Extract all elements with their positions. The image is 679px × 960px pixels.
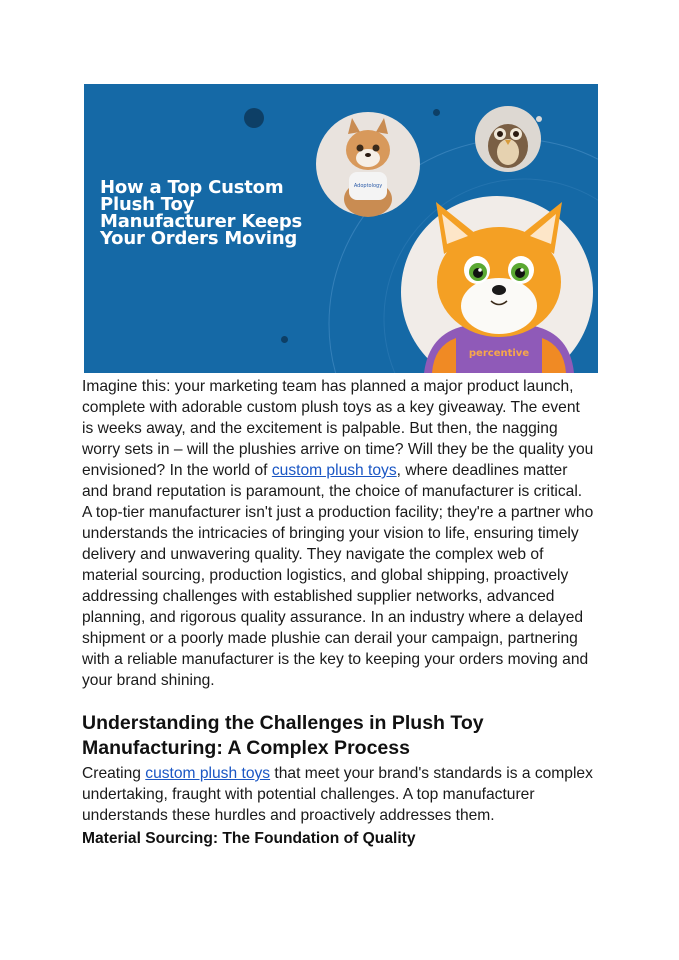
section-text-start: Creating (82, 765, 146, 782)
section-text-end: that meet your brand's standards is a complex undertaking, fraught with potential challenges. A top manufacturer understands these hurdles and proactively addresses them. (82, 765, 593, 824)
section-paragraph (82, 763, 594, 826)
svg-text:Adoptology: Adoptology (353, 183, 383, 189)
fox-plush-icon (401, 196, 593, 373)
owl-plush-icon (475, 106, 541, 172)
custom-plush-toys-link-2[interactable]: custom plush toys (145, 765, 271, 782)
subheading: Material Sourcing: The Foundation of Quality (82, 830, 416, 847)
section-heading: Understanding the Challenges in Plush Toy Manufacturing: A Complex Process (82, 712, 484, 759)
svg-text:percentive: percentive (468, 348, 530, 359)
custom-plush-toys-link[interactable]: custom plush toys (271, 462, 397, 479)
intro-paragraph (82, 376, 594, 691)
intro-text-start: Imagine this: your marketing team has planned a major product launch, complete with adorable custom plush toys as a key giveaway. The event is weeks away, and the excitement is palpable. But then, the nagging worry sets in – will the plushies arrive on time? Will they be the quality you envisioned? In the world of (82, 378, 594, 479)
dog-plush-icon (316, 112, 420, 217)
article-body (82, 376, 594, 850)
intro-text-end: , where deadlines matter and brand reputation is paramount, the choice of manufacturer is critical. A top-tier manufacturer isn't just a production facility; they're a partner who understands the intricacies of bringing your vision to life, ensuring timely delivery and unwavering quality. They navigate the complex web of material sourcing, production logistics, and global shipping, proactively addressing challenges with established supplier networks, advanced planning, and rigorous quality assurance. In an industry where a delayed shipment or a poorly made plushie can derail your campaign, partnering with a reliable manufacturer is the key to keeping your orders moving and your brand shining. (82, 462, 594, 689)
hero-title: How a Top Custom Plush Toy Manufacturer Keeps Your Orders Moving (100, 177, 303, 249)
hero-banner (84, 84, 598, 373)
hero-illustrations (84, 84, 598, 373)
